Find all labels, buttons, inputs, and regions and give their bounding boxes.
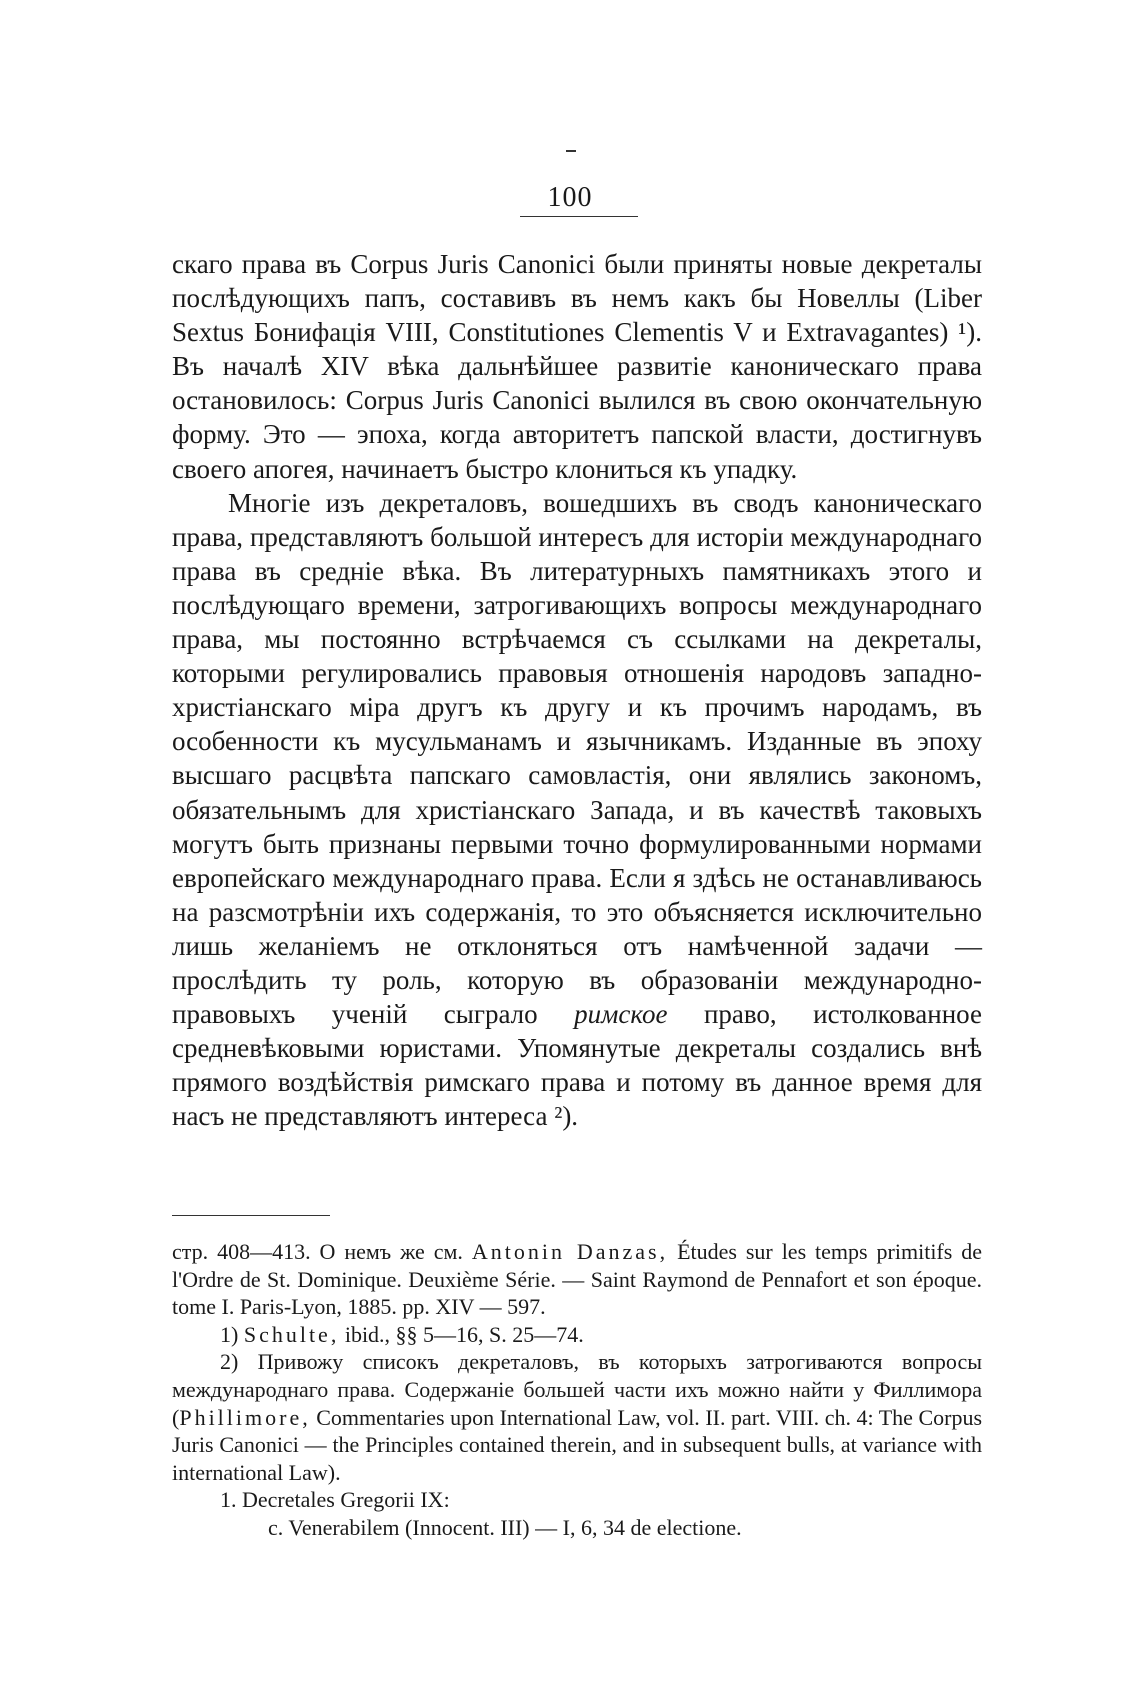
footnote-1-label: 1) [220, 1321, 239, 1347]
footnote-continuation [172, 1238, 982, 1321]
footnote-continuation-text-a: стр. 408—413. О немъ же см. [172, 1239, 463, 1264]
footnote-list-item-1: 1. Decretales Gregorii IX: [220, 1487, 450, 1513]
footnote-2-text-b: Commentaries upon International Law, vol. II. part. VIII. ch. 4: The Corpus Juris Canonici — the Principles contained therein, and in subsequent bulls, at variance with international Law). [172, 1404, 983, 1485]
footnote-author-phillimore: Phillimore, [179, 1404, 311, 1430]
footnote-continuation-text-b: Études sur les temps primitifs de l'Ordre de St. Dominique. Deuxième Série. — Saint Raymond de Pennafort et son époque. tome I. Paris-Lyon, 1885. pp. XIV — 597. [172, 1239, 983, 1320]
paragraph-2-text-a: Многіе изъ декреталовъ, вошедшихъ въ сводъ каноническаго права, представляютъ большой интересъ для исторіи международнаго права въ средніе вѣка. Въ литературныхъ памятникахъ этого и послѣдующаго времени, затрогивающихъ вопросы международнаго права, мы постоянно встрѣчаемся съ ссылками на декреталы, которыми регулировались правовыя отношенія народовъ западно-христіанскаго міра другъ къ другу и къ прочимъ народамъ, въ особенности къ мусульманамъ и язычникамъ. Изданные въ эпоху высшаго расцвѣта папскаго самовластія, они являлись закономъ, обязательнымъ для христіанскаго Запада, и въ качествѣ таковыхъ могутъ быть признаны первыми точно формулированными нормами европейскаго международнаго права. Если я здѣсь не останавливаюсь на разсмотрѣніи ихъ содержанія, то это объясняется исключительно лишь желаніемъ не отклоняться отъ намѣченной задачи — прослѣдить ту роль, которую въ образованіи международно-правовыхъ ученій сыграло [172, 487, 982, 1030]
footnote-1 [172, 1321, 982, 1349]
footnote-author-schulte: Schulte, [243, 1321, 340, 1347]
footnote-author-danzas: Antonin Danzas, [471, 1239, 669, 1264]
footnote-1-text: ibid., §§ 5—16, S. 25—74. [344, 1321, 584, 1347]
footnote-rule [172, 1215, 330, 1216]
page-number: 100 [547, 182, 593, 213]
paragraph-2 [172, 486, 982, 1134]
top-mark [566, 150, 576, 152]
page-number-rule [520, 216, 638, 217]
paragraph-2-text-b: право, истолкованное средневѣковыми юристами. Упомянутые декреталы создались внѣ прямого воздѣйствія римскаго права и потому въ данное время для насъ не представляютъ интереса ²). [172, 999, 982, 1132]
footnote-2 [172, 1348, 982, 1486]
footnote-list-item-c: c. Venerabilem (Innocent. III) — I, 6, 34 de electione. [268, 1514, 742, 1540]
paragraph-2-italic: римское [574, 999, 668, 1030]
footnotes [172, 1238, 982, 1542]
paragraph-1: скаго права въ Corpus Juris Canonici были приняты новые декреталы послѣдующихъ папъ, составивъ въ немъ какъ бы Новеллы (Liber Sextus Бонифація VIII, Constitutiones Clementis V и Extravagantes) ¹). Въ началѣ XIV вѣка дальнѣйшее развитіе каноническаго права остановилось: Corpus Juris Canonici вылился въ свою окончательную форму. Это — эпоха, когда авторитетъ папской власти, достигнувъ своего апогея, начинаетъ быстро клониться къ упадку. [172, 249, 982, 484]
main-text [172, 247, 982, 1133]
footnote-2-text-a: 2) Привожу списокъ декреталовъ, въ которыхъ затрогиваются вопросы международнаго права. Содержаніе большей части ихъ можно найти у Филлимора ( [172, 1349, 982, 1430]
